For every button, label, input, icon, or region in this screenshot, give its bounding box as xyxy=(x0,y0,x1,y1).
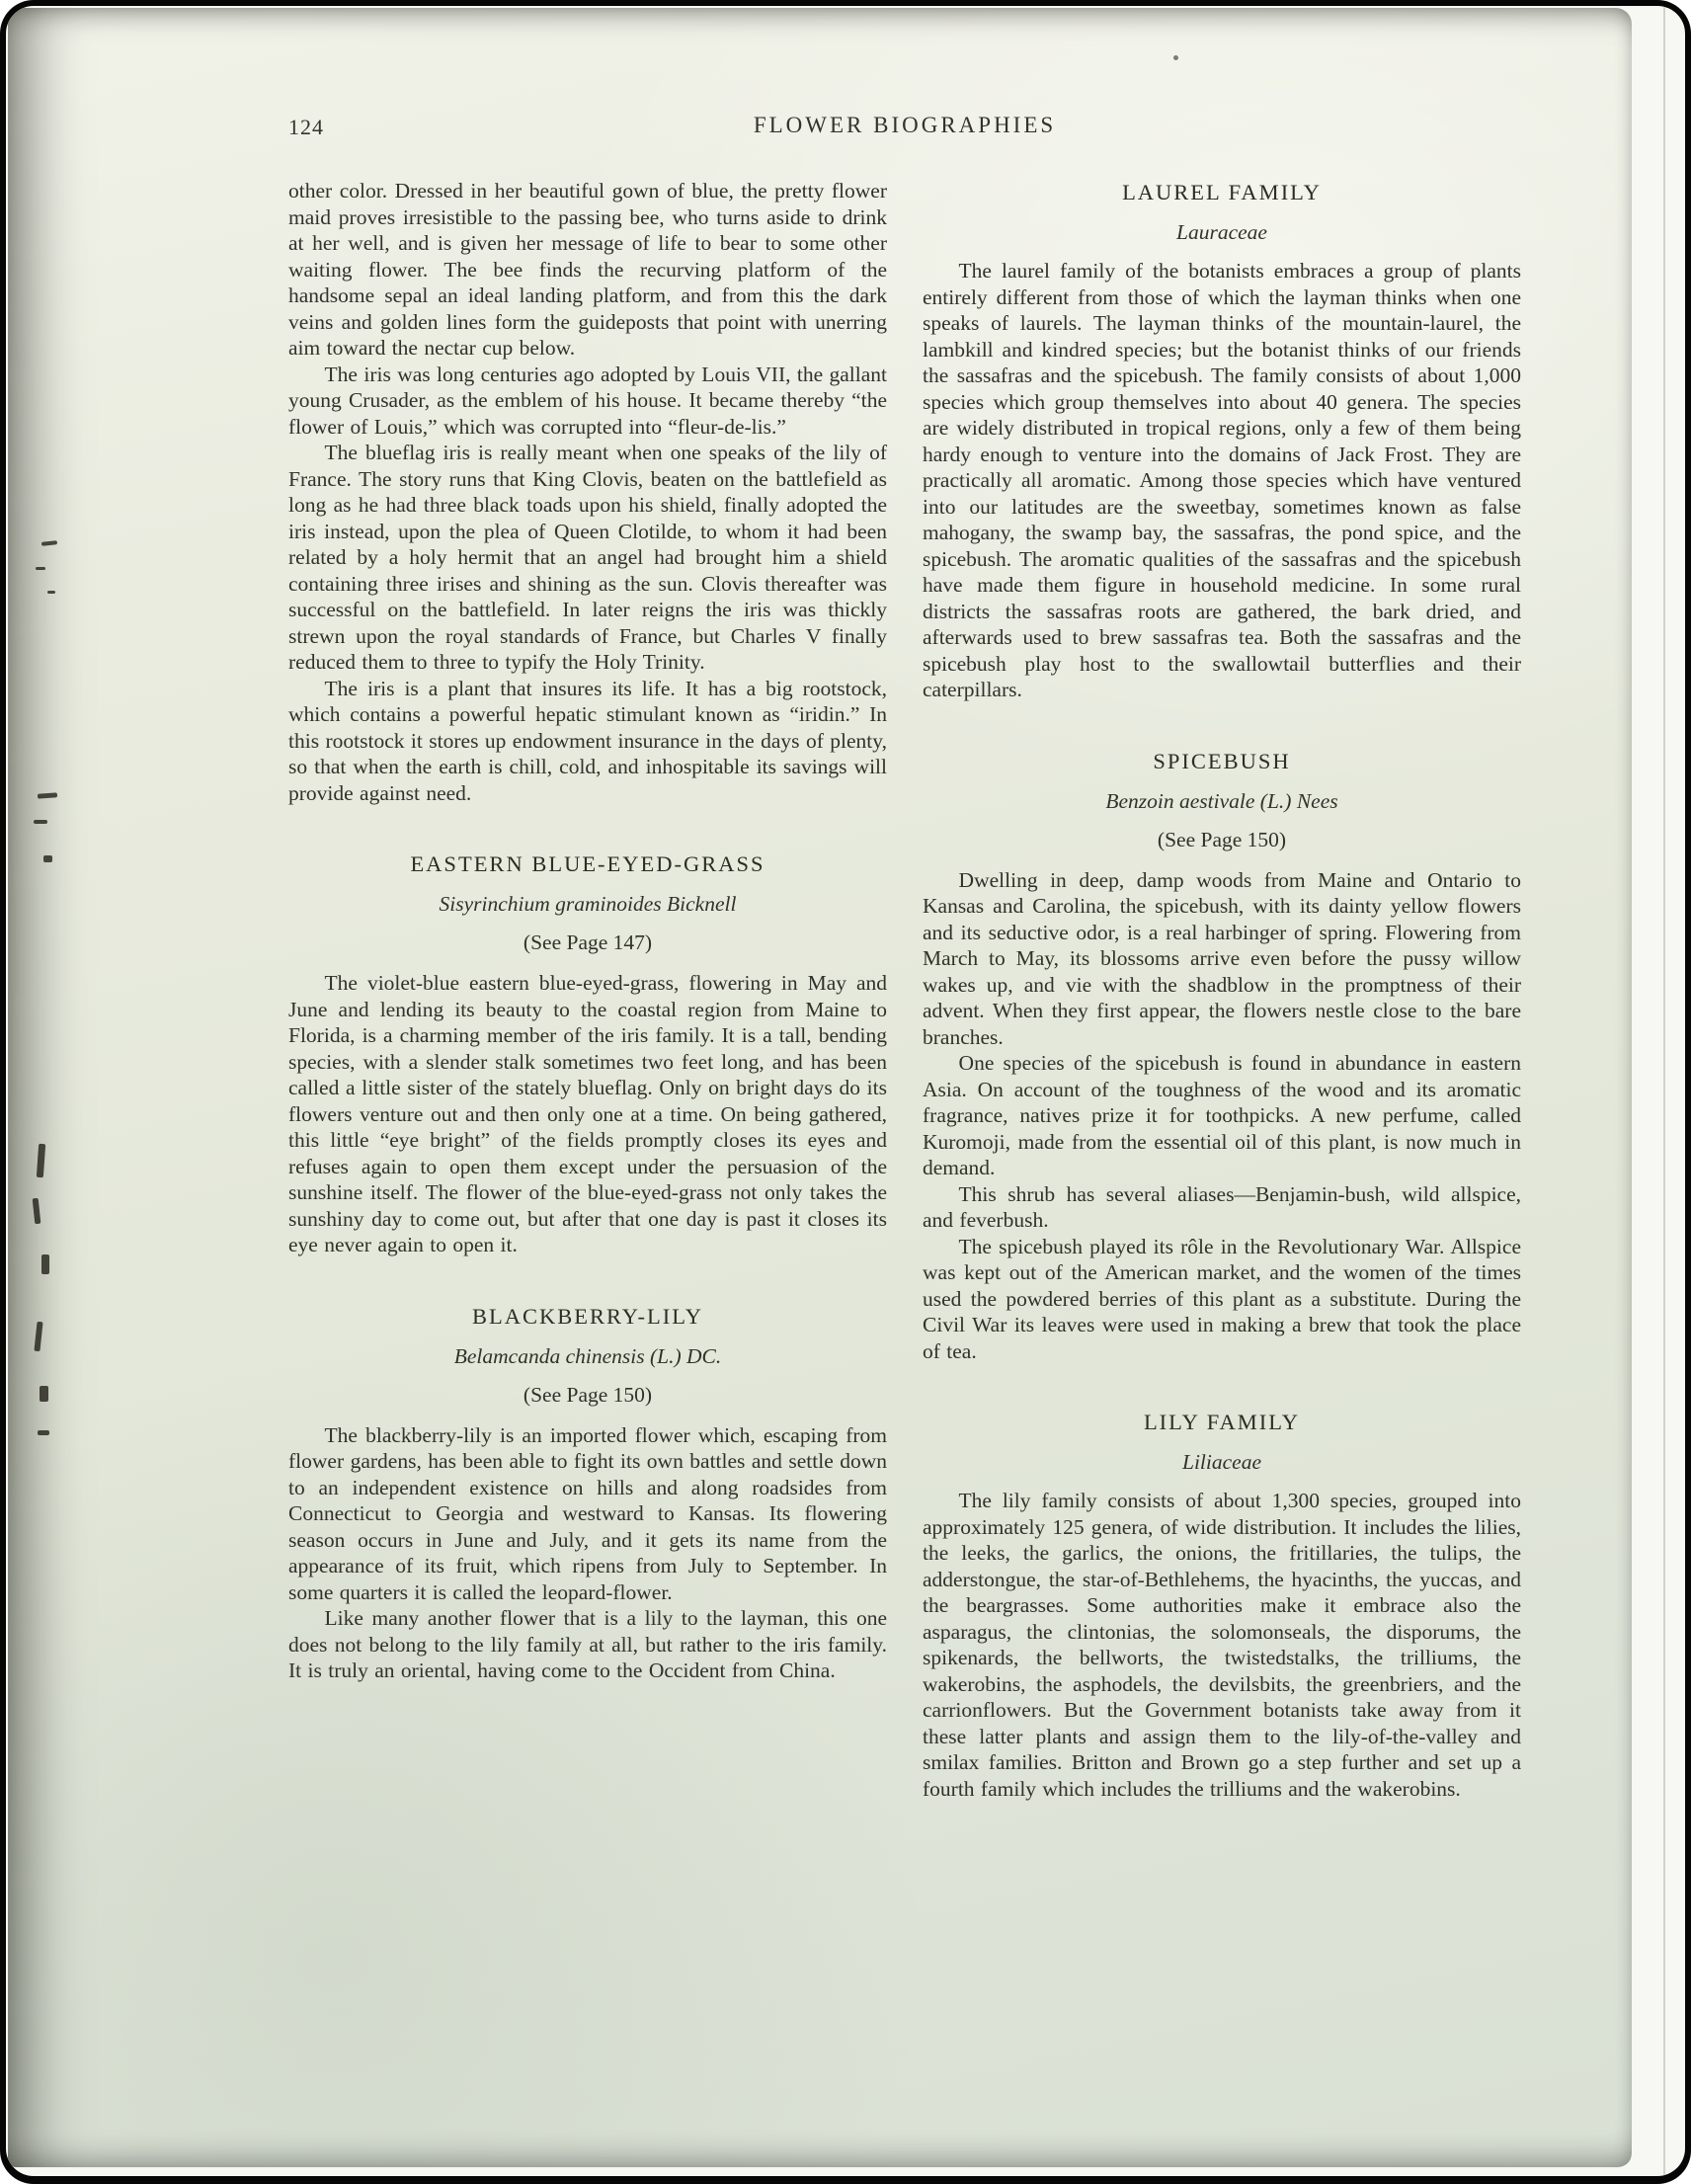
page-edge-mark xyxy=(34,1322,42,1351)
two-column-text xyxy=(288,178,1521,1802)
paragraph: other color. Dressed in her beautiful gown of blue, the pretty flower maid proves irresistible to the passing bee, who turns aside to drink at her well, and is given her message of life to bear to some other waiting flower. The bee finds the recurving platform of the handsome sepal an ideal landing platform, and from this the dark veins and golden lines form the guideposts that point with unerring aim toward the nectar cup below. xyxy=(288,179,887,360)
paragraph: The iris is a plant that insures its life. It has a big rootstock, which contains a powerful hepatic stimulant known as “iridin.” In this rootstock it stores up endowment insurance in the days of plenty, so that when the earth is chill, cold, and inhospitable its savings will provide against need. xyxy=(288,676,887,805)
page-edge-mark xyxy=(38,792,57,798)
paragraph: One species of the spicebush is found in abundance in eastern Asia. On account of the toughness of the wood and its aromatic fragrance, natives prize it for toothpicks. A new perfume, called Kuromoji, made from the essential oil of this plant, is now much in demand. xyxy=(923,1051,1521,1179)
species-name: Belamcanda chinensis (L.) DC. xyxy=(453,1343,722,1368)
page-edge-mark xyxy=(47,591,55,594)
species-name: Benzoin aestivale (L.) Nees xyxy=(1105,788,1338,813)
family-latin-name: Lauraceae xyxy=(1176,220,1267,244)
see-page-reference: (See Page 150) xyxy=(1157,827,1287,851)
page-edge-mark xyxy=(40,1386,48,1402)
section-title-lily-family: LILY FAMILY xyxy=(1143,1410,1301,1434)
paragraph: The violet-blue eastern blue-eyed-grass, flowering in May and June and lending its beauty to the coastal region from Maine to Florida, is a charming member of the iris family. It is a tall, bending species, with a slender stalk sometimes two feet long, and has been called a little sister of the stately blueflag. Only on bright days do its flowers venture out and then only one at a time. On being gathered, this little “eye bright” of the fields promptly closes its eyes and refuses again to open them except under the persuasion of the sunshine itself. The flower of the blue-eyed-grass not only takes the sunshiny day to come out, but after that one day is past it closes its eye never again to open it. xyxy=(288,971,887,1256)
running-header-title: FLOWER BIOGRAPHIES xyxy=(753,113,1057,137)
paragraph: The iris was long centuries ago adopted by Louis VII, the gallant young Crusader, as the emblem of his house. It became thereby “the flower of Louis,” which was corrupted into “fleur-de-lis.” xyxy=(288,362,888,439)
see-page-reference: (See Page 150) xyxy=(523,1382,653,1407)
family-latin-name: Liliaceae xyxy=(1181,1450,1261,1474)
left-column xyxy=(288,178,887,1802)
page-edge-mark xyxy=(41,1254,49,1274)
page-edge-mark xyxy=(33,1198,41,1224)
paragraph: The spicebush played its rôle in the Revolutionary War. Allspice was kept out of the American market, and the women of the times used the powdered berries of this plant as a substitute. During the Civil War its leaves were used in making a brew that took the place of tea. xyxy=(923,1234,1521,1363)
paragraph: The blueflag iris is really meant when one speaks of the lily of France. The story runs that King Clovis, beaten on the battlefield as long as he had three black toads upon his shield, finally adopted the iris instead, upon the plea of Queen Clotilde, to whom it had been related by a holy hermit that an angel had brought him a shield containing three irises and shining as the sun. Clovis thereafter was successful on the battlefield. In later reigns the iris was thickly strewn upon the royal standards of France, but Charles V finally reduced them to three to typify the Holy Trinity. xyxy=(288,441,887,674)
scan-speck xyxy=(1173,55,1178,60)
page-edge-mark xyxy=(38,1430,49,1435)
running-head xyxy=(288,113,1521,146)
page-edge-mark xyxy=(41,540,57,546)
paragraph: The lily family consists of about 1,300 species, grouped into approximately 125 genera, of wide distribution. It includes the lilies, the leeks, the garlics, the onions, the fritillaries, the tulips, the adderstongue, the star-of-Bethlehems, the hyacinths, the yuccas, and the beargrasses. Some authorities make it embrace also the asparagus, the clintonias, the solomonseals, the disporums, the spikenards, the bellworts, the twistedstalks, the trilliums, the wakerobins, the asphodels, the devilsbits, the greenbriers, and the carrionflowers. But the Government botanists take away from it these latter plants and assign them to the lily-of-the-valley and smilax families. Britton and Brown go a step further and set up a fourth family which includes the trilliums and the wakerobins. xyxy=(923,1489,1521,1801)
scanner-background xyxy=(6,6,1685,2176)
paragraph: The laurel family of the botanists embraces a group of plants entirely different from those of which the layman thinks when one speaks of laurels. The layman thinks of the mountain-laurel, the lambkill and kindred species; but the botanist thinks of our friends the sassafras and the spicebush. The family consists of about 1,000 species which group themselves into about 40 genera. The species are widely distributed in tropical regions, only a few of them being hardy enough to venture into the domains of Jack Frost. They are practically all aromatic. Among those species which have ventured into our latitudes are the sweetbay, sometimes known as false mahogany, the swamp bay, the sassafras, the pond spice, and the spicebush. The aromatic qualities of the sassafras and the spicebush have made them figure in household medicine. In some rural districts the sassafras roots are gathered, the bark dried, and afterwards used to brew sassafras tea. Both the sassafras and the spicebush play host to the swallowtail butterflies and their caterpillars. xyxy=(923,259,1521,701)
paragraph: The blackberry-lily is an imported flower which, escaping from flower gardens, has been able to fight its own battles and settle down to an independent existence on hills and along roadsides from Connecticut to Georgia and westward to Kansas. Its flowering season occurs in June and July, and it gets its name from the appearance of its fruit, which ripens from July to September. In some quarters it is called the leopard-flower. xyxy=(288,1422,887,1604)
page-edge-mark xyxy=(34,820,47,824)
section-title-spicebush: SPICEBUSH xyxy=(1153,748,1291,773)
scan-edge-line xyxy=(1663,6,1665,2176)
species-name: Sisyrinchium graminoides Bicknell xyxy=(439,892,737,916)
book-paper xyxy=(8,8,1632,2167)
see-page-reference: (See Page 147) xyxy=(523,930,653,954)
page-edge-mark xyxy=(37,1144,45,1177)
section-title-eastern-blue-eyed-grass: EASTERN BLUE-EYED-GRASS xyxy=(410,851,765,876)
page-edge-mark xyxy=(36,567,45,570)
section-title-laurel-family: LAUREL FAMILY xyxy=(1122,180,1322,204)
page-edge-mark xyxy=(43,855,52,862)
right-column xyxy=(923,178,1521,1802)
page-content xyxy=(288,113,1521,1802)
paragraph: Dwelling in deep, damp woods from Maine and Ontario to Kansas and Carolina, the spicebush, with its dainty yellow flowers and its seductive odor, is a real harbinger of spring. Flowering from March to May, its blossoms arrive even before the pussy willow wakes up, and vie with the shadblow in the promptness of their advent. When they first appear, the flowers nestle close to the bare branches. xyxy=(923,867,1521,1049)
paragraph: This shrub has several aliases—Benjamin-bush, wild allspice, and feverbush. xyxy=(923,1181,1521,1232)
section-title-blackberry-lily: BLACKBERRY-LILY xyxy=(471,1303,703,1329)
paragraph: Like many another flower that is a lily to the layman, this one does not belong to the lily family at all, but rather to the iris family. It is truly an oriental, having come to the Occident from China. xyxy=(288,1606,887,1682)
page-number: 124 xyxy=(288,115,324,139)
